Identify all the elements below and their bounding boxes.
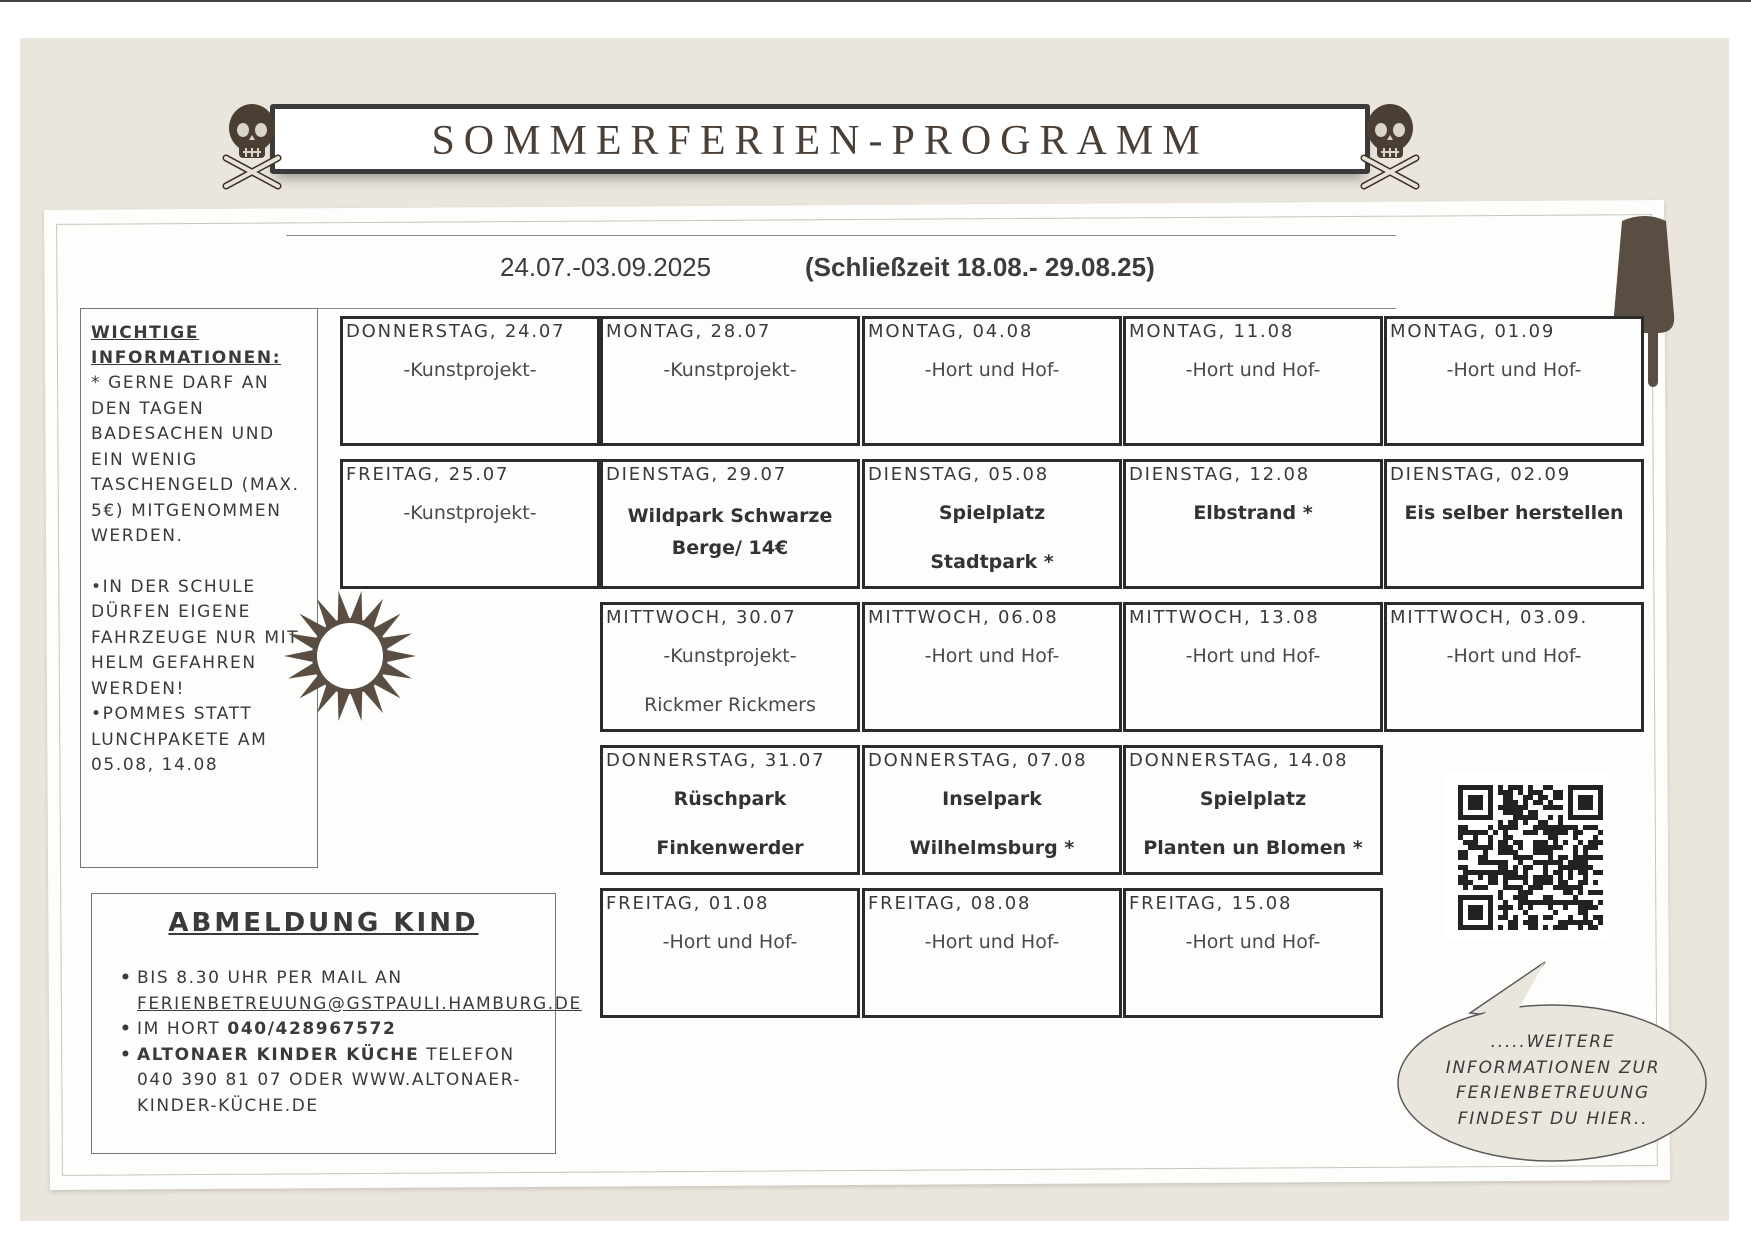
closure-period: (Schließzeit 18.08.- 29.08.25)	[805, 252, 1155, 282]
cell-day-label: MONTAG, 04.08	[868, 321, 1034, 342]
schedule-cell	[1384, 602, 1644, 732]
schedule-cell	[340, 459, 600, 589]
schedule-cell	[1384, 316, 1644, 446]
cell-activity: Elbstrand *	[1193, 502, 1313, 524]
cell-activity: -Kunstprojekt-	[403, 359, 537, 381]
cell-day-label: DIENSTAG, 12.08	[1129, 464, 1310, 485]
divider-line	[286, 235, 1396, 236]
schedule-cell	[340, 316, 600, 446]
cell-activity: Rüschpark	[673, 788, 787, 810]
cell-activity: -Hort und Hof-	[1185, 931, 1321, 953]
info-fries-note: •POMMES STATT LUNCHPAKETE AM 05.08, 14.08	[91, 704, 268, 775]
cell-day-label: MITTWOCH, 03.09.	[1390, 607, 1589, 628]
absence-mail-item: • BIS 8.30 UHR PER MAIL AN FERIENBETREUUNG@GSTPAULI.HAMBURG.DE	[120, 966, 540, 1017]
cell-activity: Spielplatz	[938, 502, 1046, 524]
cell-activity: Eis selber herstellen	[1404, 502, 1624, 524]
sun-icon	[282, 588, 418, 724]
schedule-cell	[862, 316, 1122, 446]
cell-activity-secondary: Wilhelmsburg *	[909, 837, 1075, 859]
schedule-cell	[1123, 602, 1383, 732]
schedule-cell	[600, 316, 860, 446]
schedule-cell	[1123, 459, 1383, 589]
email-link[interactable]: FERIENBETREUUNG@GSTPAULI.HAMBURG.DE	[137, 993, 582, 1014]
cell-day-label: DONNERSTAG, 24.07	[346, 321, 566, 342]
schedule-cell	[1123, 745, 1383, 875]
schedule-cell	[1123, 316, 1383, 446]
cell-activity: Inselpark	[942, 788, 1042, 810]
cell-day-label: DONNERSTAG, 07.08	[868, 750, 1088, 771]
schedule-cell	[600, 888, 860, 1018]
cell-activity-secondary: Planten un Blomen *	[1143, 837, 1363, 859]
schedule-cell	[862, 745, 1122, 875]
cell-day-label: DIENSTAG, 02.09	[1390, 464, 1571, 485]
absence-title: ABMELDUNG KIND	[168, 908, 479, 938]
more-info-text: .....WEITERE INFORMATIONEN ZUR FERIENBETREUUNG FINDEST DU HIER..	[1445, 1032, 1661, 1129]
phone-number: 040/428967572	[227, 1019, 397, 1039]
cell-day-label: DIENSTAG, 29.07	[606, 464, 787, 485]
cell-activity-secondary: Finkenwerder	[656, 837, 804, 859]
schedule-cell	[600, 459, 860, 589]
title-banner	[270, 104, 1370, 174]
cell-activity: -Hort und Hof-	[662, 931, 798, 953]
schedule-cell	[862, 459, 1122, 589]
schedule-cell	[600, 745, 860, 875]
skull-crossbones-icon	[1360, 100, 1420, 190]
page-title: SOMMERFERIEN-PROGRAMM	[431, 118, 1209, 164]
cell-activity: -Kunstprojekt-	[403, 502, 537, 524]
qr-code-icon[interactable]	[1445, 773, 1615, 941]
cell-day-label: MITTWOCH, 06.08	[868, 607, 1059, 628]
cell-activity: -Hort und Hof-	[924, 931, 1060, 953]
skull-crossbones-icon	[222, 100, 282, 190]
cell-activity: -Hort und Hof-	[924, 645, 1060, 667]
absence-box	[91, 893, 582, 1154]
cell-day-label: FREITAG, 25.07	[346, 464, 510, 485]
schedule-cell	[862, 888, 1122, 1018]
schedule-cell	[600, 602, 860, 732]
cell-day-label: DIENSTAG, 05.08	[868, 464, 1049, 485]
cell-day-label: MONTAG, 01.09	[1390, 321, 1556, 342]
absence-phone-item: • IM HORT 040/428967572	[120, 1017, 540, 1043]
cell-activity: Spielplatz	[1199, 788, 1307, 810]
date-range: 24.07.-03.09.2025	[500, 252, 712, 282]
absence-kitchen-item: • ALTONAER KINDER KÜCHE TELEFON 040 390 81 07 ODER WWW.ALTONAER-KINDER-KÜCHE.DE	[120, 1043, 540, 1120]
cell-activity: -Hort und Hof-	[924, 359, 1060, 381]
cell-activity: -Hort und Hof-	[1446, 359, 1582, 381]
cell-day-label: FREITAG, 15.08	[1129, 893, 1293, 914]
info-helmet-note: •IN DER SCHULE DÜRFEN EIGENE FAHRZEUGE NUR MIT HELM GEFAHREN WERDEN!	[91, 576, 300, 699]
cell-day-label: MITTWOCH, 30.07	[606, 607, 797, 628]
schedule-cell	[862, 602, 1122, 732]
schedule-cell	[1384, 459, 1644, 589]
cell-activity: Wildpark Schwarze Berge/ 14€	[627, 505, 833, 559]
cell-activity: -Hort und Hof-	[1185, 359, 1321, 381]
info-heading: INFORMATIONEN:	[91, 348, 282, 368]
cell-day-label: DONNERSTAG, 14.08	[1129, 750, 1349, 771]
cell-activity-secondary: Rickmer Rickmers	[644, 694, 816, 716]
cell-activity: -Hort und Hof-	[1446, 645, 1582, 667]
divider-line	[286, 308, 1396, 309]
cell-day-label: DONNERSTAG, 31.07	[606, 750, 826, 771]
cell-activity: -Kunstprojekt-	[663, 645, 797, 667]
cell-day-label: MITTWOCH, 13.08	[1129, 607, 1320, 628]
info-swimwear-note: * GERNE DARF AN DEN TAGEN BADESACHEN UND EIN WENIG TASCHENGELD (MAX. 5€) MITGENOMMEN WERDEN.	[91, 373, 300, 546]
cell-activity: -Hort und Hof-	[1185, 645, 1321, 667]
cell-day-label: FREITAG, 08.08	[868, 893, 1032, 914]
schedule-cell	[1123, 888, 1383, 1018]
cell-activity-secondary: Stadtpark *	[930, 551, 1054, 573]
info-heading: WICHTIGE	[91, 323, 200, 343]
absence-list	[120, 966, 582, 1119]
cell-activity: -Kunstprojekt-	[663, 359, 797, 381]
cell-day-label: MONTAG, 28.07	[606, 321, 772, 342]
cell-day-label: MONTAG, 11.08	[1129, 321, 1295, 342]
top-border-line	[0, 0, 1751, 2]
cell-day-label: FREITAG, 01.08	[606, 893, 770, 914]
